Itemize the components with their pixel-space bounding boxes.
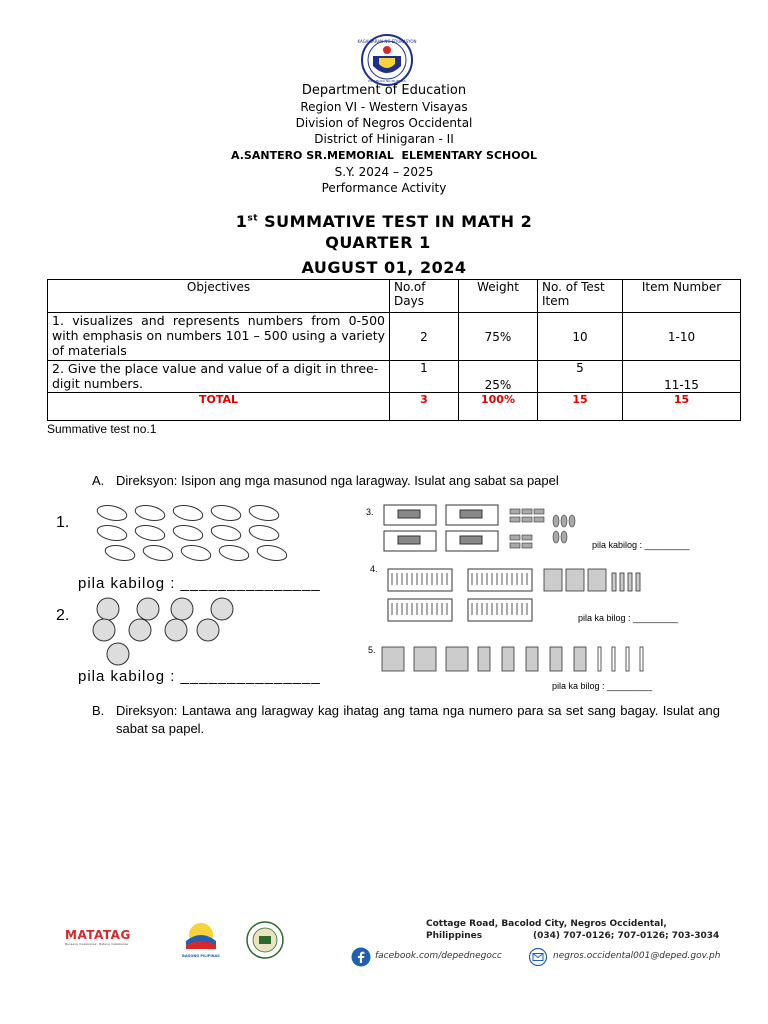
total-item-number: 15	[623, 393, 741, 421]
facebook-icon	[351, 947, 371, 967]
section-a-letter: A.	[92, 473, 105, 488]
table-row	[48, 313, 741, 361]
oval-object	[256, 543, 288, 563]
total-test-items: 15	[538, 393, 623, 421]
oval-object	[172, 503, 204, 523]
email-link[interactable]: negros.occidental001@deped.gov.ph	[553, 951, 721, 961]
exercise-5-answer-label: pila ka bilog : _________	[552, 681, 653, 691]
th-weight: Weight	[459, 280, 538, 313]
deped-seal-logo	[349, 34, 425, 86]
bagong-pilipinas-logo	[178, 919, 224, 959]
exercise-number-1: 1.	[56, 514, 70, 531]
oval-object	[104, 543, 136, 563]
th-test-items: No. of Test Item	[538, 280, 623, 313]
days-cell: 1	[390, 361, 459, 393]
total-label: TOTAL	[48, 393, 390, 421]
oval-object	[180, 543, 212, 563]
crate-objects-group	[388, 569, 532, 621]
footer-phones: (034) 707-0126; 707-0126; 703-3034	[533, 931, 720, 941]
fruit-object	[107, 643, 129, 665]
item-number-cell: 1-10	[623, 313, 741, 361]
title-line-1	[0, 212, 768, 231]
oval-object	[248, 503, 280, 523]
header-school-year: S.Y. 2024 – 2025	[334, 165, 434, 179]
matatag-logo	[65, 928, 175, 946]
exercise-picture-right	[362, 497, 720, 694]
summative-note: Summative test no.1	[47, 422, 157, 436]
email-icon	[528, 948, 548, 966]
seal-text: KAGAWARAN NG EDUKASYON	[357, 39, 417, 44]
title-ordinal-suffix: st	[247, 213, 259, 224]
th-objectives: Objectives	[48, 280, 390, 313]
test-items-cell: 5	[538, 361, 623, 393]
division-seal-logo	[238, 920, 292, 960]
header-school: A.SANTERO SR.MEMORIAL ELEMENTARY SCHOOL	[231, 149, 537, 162]
bagong-pilipinas-text: BAGONG PILIPINAS	[182, 954, 220, 958]
oval-object	[134, 503, 166, 523]
table-row	[48, 361, 741, 393]
days-cell: 2	[390, 313, 459, 361]
facebook-link[interactable]: facebook.com/depednegocc	[375, 951, 502, 961]
seal-bottom-text: REPUBLIKA NG PILIPINAS	[368, 79, 406, 83]
weight-cell: 75%	[459, 313, 538, 361]
box-objects-group	[384, 505, 498, 551]
exercise-4-answer-label: pila ka bilog : _________	[578, 613, 679, 623]
title-ordinal: 1	[235, 212, 248, 231]
header-department: Department of Education	[301, 83, 467, 98]
title-date: AUGUST 01, 2024	[301, 258, 467, 277]
objectives-table	[47, 279, 741, 421]
section-a-instruction: Direksyon: Isipon ang mga masunod nga laragway. Isulat ang sabat sa papel	[116, 473, 559, 488]
objective-text: 2. Give the place value and value of a digit in three-digit numbers.	[48, 361, 390, 393]
section-b-instruction: Direksyon: Lantawa ang laragway kag ihatag ang tama nga numero para sa set sang bagay. Isulat ang sabat sa papel.	[116, 703, 720, 736]
oval-objects-group	[96, 503, 288, 563]
oval-object	[134, 523, 166, 543]
exercise-1-answer-label: pila kabilog : _______________	[78, 575, 321, 592]
exercise-number-5: 5.	[368, 645, 376, 655]
table-header-row	[48, 280, 741, 313]
oval-object	[172, 523, 204, 543]
table-total-row	[48, 393, 741, 421]
section-b-letter: B.	[92, 703, 105, 718]
oval-object	[96, 503, 128, 523]
oval-object	[248, 523, 280, 543]
fruit-object	[165, 619, 187, 641]
test-items-cell: 10	[538, 313, 623, 361]
oval-object	[210, 523, 242, 543]
stick-row-objects-group	[382, 647, 643, 671]
exercise-picture-left	[50, 497, 350, 692]
total-days: 3	[390, 393, 459, 421]
total-weight: 100%	[459, 393, 538, 421]
matatag-brand: MATATAG	[65, 928, 131, 942]
header-region: Region VI - Western Visayas	[300, 100, 468, 114]
fruit-objects-group	[93, 598, 233, 665]
stick-bundles-group	[544, 569, 640, 591]
header-district: District of Hinigaran - II	[314, 132, 454, 146]
exercise-2-answer-label: pila kabilog : _______________	[78, 668, 321, 685]
fruit-object	[97, 598, 119, 620]
exercise-number-4: 4.	[370, 564, 378, 574]
title-quarter: QUARTER 1	[325, 233, 431, 252]
item-number-cell: 11-15	[623, 361, 741, 393]
objective-text: 1. visualizes and represents numbers from 0-500 with emphasis on numbers 101 – 500 using a variety of materials	[48, 313, 390, 361]
oval-object	[218, 543, 250, 563]
oval-object	[142, 543, 174, 563]
fruit-object	[171, 598, 193, 620]
fruit-object	[129, 619, 151, 641]
fruit-object	[197, 619, 219, 641]
header-activity: Performance Activity	[321, 181, 447, 195]
footer-address: Cottage Road, Bacolod City, Negros Occidental, Philippines	[426, 919, 667, 941]
title-main: SUMMATIVE TEST IN MATH 2	[258, 212, 533, 231]
small-bundle-objects-group	[510, 509, 575, 548]
th-item-number: Item Number	[623, 280, 741, 313]
fruit-object	[137, 598, 159, 620]
fruit-object	[93, 619, 115, 641]
crate-sticks-pattern	[392, 573, 527, 615]
oval-object	[96, 523, 128, 543]
exercise-number-2: 2.	[56, 607, 70, 624]
exercise-number-3: 3.	[366, 507, 374, 517]
weight-cell: 25%	[459, 361, 538, 393]
header-division: Division of Negros Occidental	[295, 116, 473, 130]
fruit-object	[211, 598, 233, 620]
exercise-3-answer-label: pila kabilog : _________	[592, 540, 690, 550]
th-days: No.of Days	[390, 280, 459, 313]
oval-object	[210, 503, 242, 523]
matatag-tagline: Bansang makabansa · Batang makabansa	[65, 942, 129, 946]
